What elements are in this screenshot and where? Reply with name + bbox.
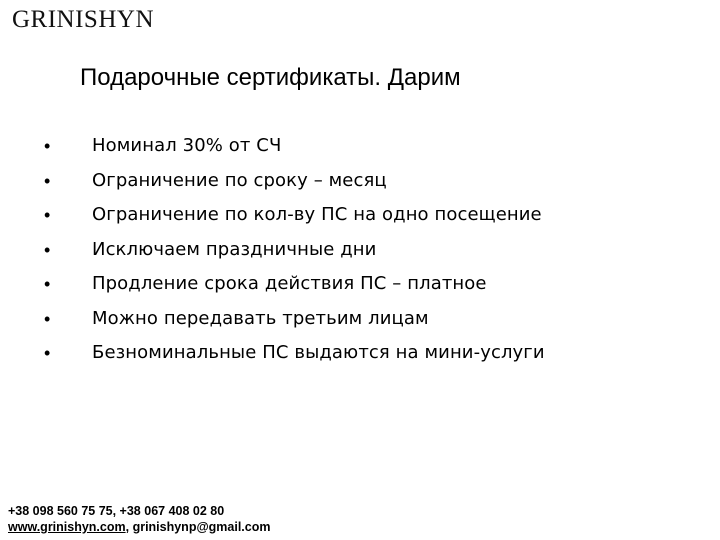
list-item xyxy=(0,339,720,374)
contact-line xyxy=(8,519,270,535)
bullet-list xyxy=(0,132,720,374)
bullet-dot-icon: • xyxy=(44,136,51,156)
bullet-dot-icon: • xyxy=(44,274,51,294)
bullet-text: Продление срока действия ПС – платное xyxy=(92,273,487,294)
list-item xyxy=(0,236,720,271)
website-link[interactable]: www.grinishyn.com xyxy=(8,520,126,534)
bullet-text: Исключаем праздничные дни xyxy=(92,238,377,260)
bullet-dot-icon: • xyxy=(44,170,51,191)
phone-numbers: +38 098 560 75 75, +38 067 408 02 80 xyxy=(8,504,225,518)
bullet-dot-icon: • xyxy=(44,343,51,363)
bullet-dot-icon: • xyxy=(44,239,51,260)
separator-text: , xyxy=(125,520,133,534)
bullet-text: Можно передавать третьим лицам xyxy=(92,307,429,329)
list-item xyxy=(0,167,720,202)
bullet-text: Безноминальные ПС выдаются на мини-услуги xyxy=(92,342,545,363)
brand-logo: GRINISHYN xyxy=(12,6,154,33)
list-item xyxy=(0,305,720,340)
bullet-dot-icon: • xyxy=(44,205,51,225)
contact-footer xyxy=(8,503,270,535)
bullet-text: Номинал 30% от СЧ xyxy=(92,135,282,156)
bullet-text: Ограничение по кол-ву ПС на одно посещение xyxy=(92,204,542,225)
email-text[interactable]: grinishynp@gmail.com xyxy=(132,520,271,534)
list-item xyxy=(0,270,720,305)
bullet-dot-icon: • xyxy=(44,308,51,329)
list-item xyxy=(0,201,720,236)
list-item xyxy=(0,132,720,167)
bullet-text: Ограничение по сроку – месяц xyxy=(92,169,387,191)
slide-title: Подарочные сертификаты. Дарим xyxy=(80,64,461,91)
